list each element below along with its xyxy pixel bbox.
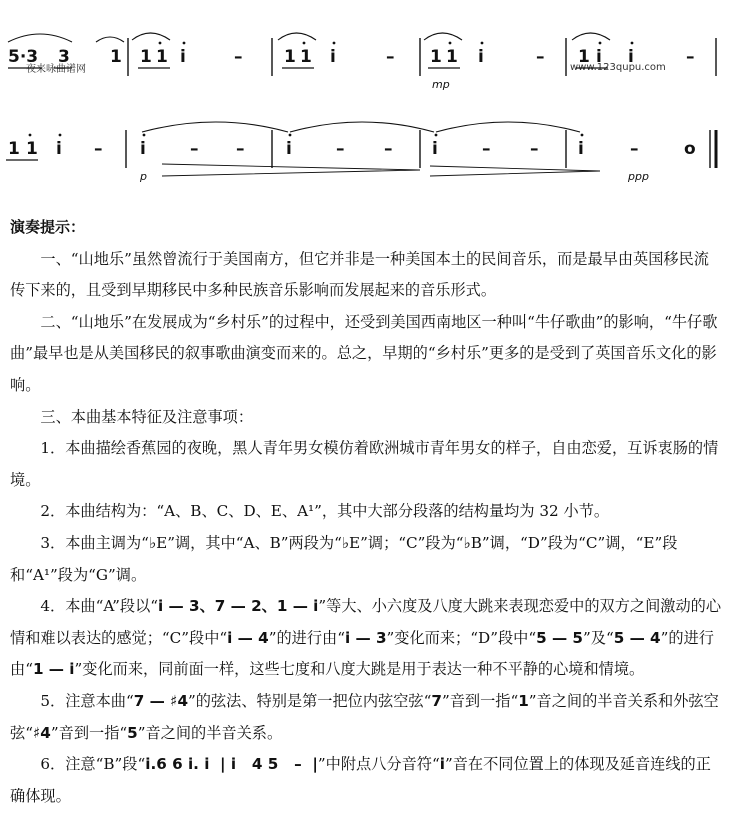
note: 1	[26, 139, 38, 159]
notes-heading: 演奏提示：	[10, 218, 86, 236]
text-run: ”音在不同位置上的体现及延音连线的正确体现。	[10, 755, 711, 805]
text-run: ”音之间的半音关系。	[137, 723, 283, 742]
paragraph: 一、“山地乐”虽然曾流行于美国南方，但它并非是一种美国本土的民间音乐，而是最早由英国移民流传下来的，且受到早期移民中多种民族音乐影响而发展起来的音乐形式。	[10, 249, 709, 300]
paragraph: 1．本曲描绘香蕉园的夜晚，黑人青年男女模仿着欧洲城市青年男女的样子，自由恋爱，互诉衷肠的情境。	[10, 439, 719, 489]
music-notation: i	[439, 755, 445, 774]
dash: –	[386, 47, 395, 67]
music-notation: 1 — i	[32, 660, 75, 679]
text-run: ”音到一指“	[441, 691, 519, 710]
note: i	[180, 47, 186, 67]
note: 5·3	[8, 47, 39, 67]
text-run: ”变化而来；“D”段中“	[386, 628, 537, 647]
text-run: ”变化而来，同前面一样，这些七度和八度大跳是用于表达一种不平静的心境和情境。	[74, 660, 645, 679]
paragraph	[10, 686, 722, 749]
text-run: 6．注意“B”段“	[40, 755, 146, 774]
note: 1	[446, 47, 458, 67]
text-run: ”的进行由“	[10, 628, 714, 679]
paragraph: 2．本曲结构为：“A、B、C、D、E、A¹”，其中大部分段落的结构量均为 32 小节。	[40, 502, 610, 521]
note: i	[286, 139, 292, 159]
watermark-left: 夜来咏曲谱网	[26, 64, 86, 75]
music-notation: i — 3	[345, 628, 387, 647]
music-notation: i — 3、7 — 2、1 — i	[158, 597, 319, 616]
note: i	[596, 47, 602, 67]
score-line-2	[6, 122, 716, 183]
dynamic-mark: mp	[432, 78, 450, 91]
note: 1	[8, 139, 20, 159]
text-run: ”音到一指“	[50, 723, 128, 742]
score-line-1	[8, 33, 716, 91]
note: i	[628, 47, 634, 67]
paragraph: 三、本曲基本特征及注意事项：	[40, 407, 254, 426]
music-score	[0, 0, 730, 205]
dash: –	[686, 47, 695, 67]
dynamic-mark: p	[140, 170, 147, 183]
note: 1	[156, 47, 168, 67]
note: 1	[140, 47, 152, 67]
note: 1	[110, 47, 122, 67]
watermark-right: www.123qupu.com	[570, 62, 666, 73]
music-notation: 1	[518, 691, 529, 710]
dash: –	[384, 139, 393, 159]
paragraph: 3．本曲主调为“♭E”调，其中“A、B”两段为“♭E”调；“C”段为“♭B”调，“D”段为“C”调，“E”段和“A¹”段为“G”调。	[10, 533, 678, 584]
note: i	[478, 47, 484, 67]
note: 1	[578, 47, 590, 67]
note: 1	[430, 47, 442, 67]
text-run: ”的弦法、特别是第一把位内弦空弦“	[188, 691, 432, 710]
music-notation: 7 — ♯4	[133, 691, 189, 710]
note: 1	[300, 47, 312, 67]
note: 3	[58, 47, 70, 67]
dash: –	[236, 139, 245, 159]
text-run: ”等大、小六度及八度大跳来表现恋爱中的双方之间激动的心情和难以表达的感觉；“C”段中“	[10, 597, 722, 647]
dash: –	[190, 139, 199, 159]
music-notation: i — 4	[227, 628, 269, 647]
note: i	[330, 47, 336, 67]
dash: –	[482, 139, 491, 159]
music-notation: 5 — 4	[613, 628, 661, 647]
dash: –	[336, 139, 345, 159]
rest: o	[684, 139, 696, 159]
note: 1	[284, 47, 296, 67]
text-run: ”及“	[583, 628, 614, 647]
text-run: 4．本曲“A”段以“	[40, 597, 159, 616]
music-notation: 5	[127, 723, 138, 742]
paragraph	[10, 591, 722, 686]
dash: –	[630, 139, 639, 159]
dash: –	[234, 47, 243, 67]
text-run: ”音之间的半音关系和外弦空弦“	[10, 691, 719, 742]
music-notation: i.6 6 i. i | i 4 5 – |	[145, 755, 318, 774]
paragraph	[10, 749, 722, 812]
performance-notes	[10, 212, 722, 812]
text-run: ”的进行由“	[268, 628, 345, 647]
paragraph: 二、“山地乐”在发展成为“乡村乐”的过程中，还受到美国西南地区一种叫“牛仔歌曲”的影响，“牛仔歌曲”最早也是从美国移民的叙事歌曲演变而来的。总之，早期的“乡村乐”更多的是受到了英国音乐文化的影响。	[10, 312, 718, 394]
music-notation: 7	[431, 691, 442, 710]
note: i	[578, 139, 584, 159]
dynamic-mark: ppp	[628, 170, 649, 183]
music-notation: ♯4	[32, 723, 51, 742]
dash: –	[536, 47, 545, 67]
dash: –	[530, 139, 539, 159]
music-notation: 5 — 5	[536, 628, 583, 647]
note: i	[432, 139, 438, 159]
note: i	[56, 139, 62, 159]
note: i	[140, 139, 146, 159]
text-run: 5．注意本曲“	[40, 691, 134, 710]
text-run: ”中附点八分音符“	[317, 755, 440, 774]
dash: –	[94, 139, 103, 159]
